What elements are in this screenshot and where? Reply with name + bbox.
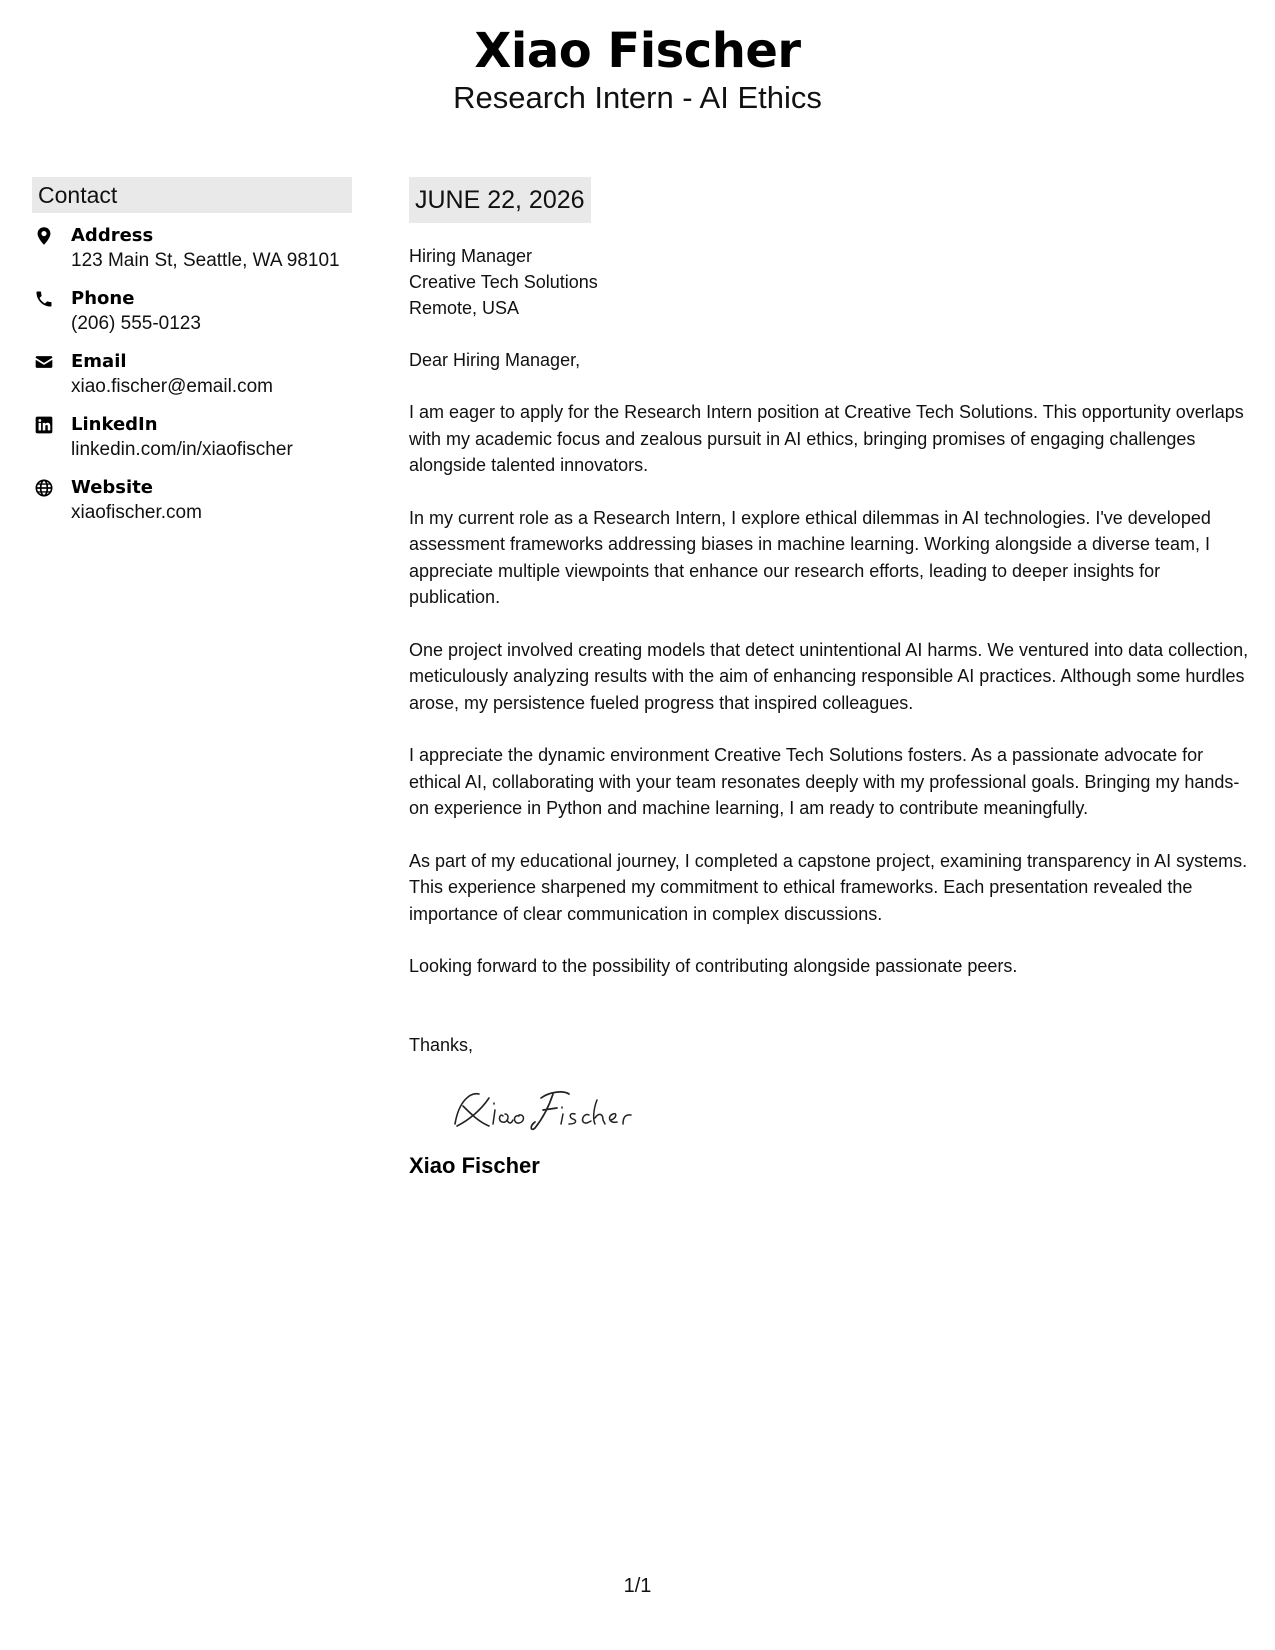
contact-value: xiao.fischer@email.com <box>71 376 273 397</box>
phone-icon <box>34 289 54 309</box>
contact-email <box>32 350 352 413</box>
letter-body <box>409 177 1249 1180</box>
recipient-block <box>409 243 1249 321</box>
salutation: Dear Hiring Manager, <box>409 350 581 370</box>
signer-name: Xiao Fischer <box>409 1152 540 1178</box>
contact-sidebar <box>32 177 352 539</box>
globe-icon <box>34 478 54 498</box>
contact-phone <box>32 287 352 350</box>
contact-label: Email <box>71 351 127 372</box>
letter-date: JUNE 22, 2026 <box>409 177 591 223</box>
contact-website <box>32 476 352 539</box>
contact-address <box>32 224 352 287</box>
body-paragraph: In my current role as a Research Intern, I explore ethical dilemmas in AI technologies. I've developed assessment frameworks addressing biases in machine learning. Working alongside a diverse team, I appreciate multiple viewpoints that enhance our research efforts, leading to deeper insights for publication. <box>409 507 1211 607</box>
body-paragraph: I am eager to apply for the Research Intern position at Creative Tech Solutions. This opportunity overlaps with my academic focus and zealous pursuit in AI ethics, bringing promises of engaging challenges alongside talented innovators. <box>409 402 1244 475</box>
linkedin-icon <box>34 415 54 435</box>
applicant-name: Xiao Fischer <box>474 23 801 79</box>
recipient-name: Hiring Manager <box>409 246 533 266</box>
body-paragraph: As part of my educational journey, I completed a capstone project, examining transparency in AI systems. This experience sharpened my commitment to ethical frameworks. Each presentation revealed the importance of clear communication in complex discussions. <box>409 850 1248 924</box>
contact-value: linkedin.com/in/xiaofischer <box>71 439 293 460</box>
contact-value: xiaofischer.com <box>71 502 202 523</box>
contact-heading: Contact <box>32 177 352 213</box>
page-number: 1/1 <box>623 1575 652 1597</box>
body-paragraph: I appreciate the dynamic environment Creative Tech Solutions fosters. As a passionate advocate for ethical AI, collaborating with your team resonates deeply with my professional goals. Bringing my hands-on experience in Python and machine learning, I am ready to contribute meaningfully. <box>409 745 1240 818</box>
contact-label: Phone <box>71 288 135 309</box>
contact-value: (206) 555-0123 <box>71 313 201 334</box>
handwritten-signature <box>445 1080 645 1138</box>
location-pin-icon <box>34 226 54 246</box>
closing: Thanks, <box>409 1034 474 1055</box>
contact-value: 123 Main St, Seattle, WA 98101 <box>71 250 340 271</box>
recipient-location: Remote, USA <box>409 298 520 318</box>
contact-label: Address <box>71 225 154 246</box>
body-paragraph: One project involved creating models that detect unintentional AI harms. We ventured into data collection, meticulously analyzing results with the aim of enhancing responsible AI practices. Although some hurdles arose, my persistence fueled progress that inspired colleagues. <box>409 639 1249 713</box>
recipient-company: Creative Tech Solutions <box>409 272 598 292</box>
contact-label: Website <box>71 477 154 498</box>
contact-list <box>32 224 352 539</box>
contact-label: LinkedIn <box>71 414 158 435</box>
letter-header <box>0 22 1275 116</box>
contact-linkedin <box>32 413 352 476</box>
job-title: Research Intern - AI Ethics <box>453 80 822 115</box>
envelope-icon <box>34 352 54 372</box>
body-paragraph: Looking forward to the possibility of contributing alongside passionate peers. <box>409 956 1018 976</box>
